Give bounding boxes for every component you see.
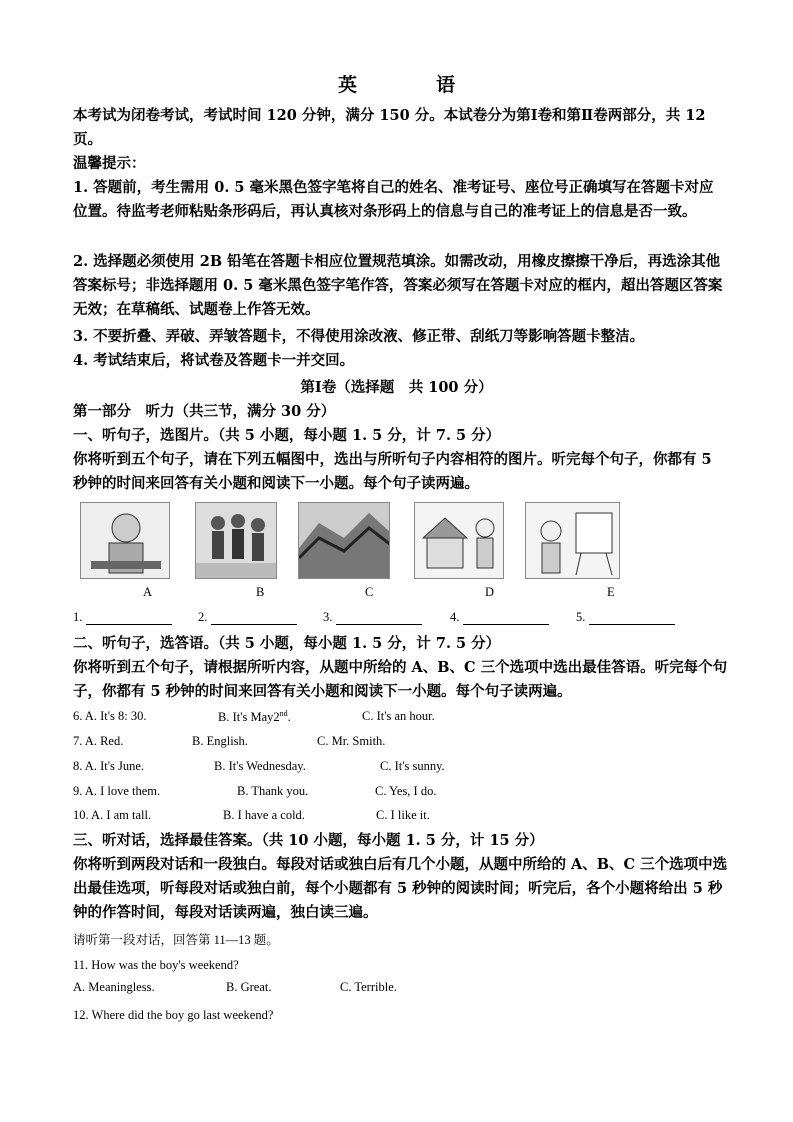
page-title: 英 语 (337, 74, 485, 96)
boy-painting-image (526, 503, 620, 579)
q9-option-c[interactable]: C. Yes, I do. (375, 784, 437, 798)
section1-desc: 你将听到五个句子，请在下列五幅图中，选出与所听句子内容相符的图片。听完每个句子，你都有 5 秒钟的时间来回答有关小题和阅读下一小题。每个句子读两遍。 (73, 451, 712, 492)
intro-text: 本考试为闭卷考试，考试时间 120 分钟，满分 150 分。本试卷分为第Ⅰ卷和第Ⅱ卷两部分，共 12 页。 (73, 107, 706, 148)
tip-1: 1. 答题前，考生需用 0. 5 毫米黑色签字笔将自己的姓名、准考证号、座位号正确填写在答题卡对应位置。待监考老师粘贴条形码后，再认真核对条形码上的信息与自己的准考证上的信息是否一致。 (73, 179, 714, 220)
q9-option-b[interactable]: B. Thank you. (237, 784, 309, 798)
q10-option-b[interactable]: B. I have a cold. (223, 808, 305, 822)
q7-option-a[interactable]: 7. A. Red. (73, 734, 124, 748)
q11-option-b[interactable]: B. Great. (226, 980, 272, 994)
section3-instruction: 请听第一段对话，回答第 11—13 题。 (73, 933, 279, 947)
section2-title: 二、听句子，选答语。（共 5 小题，每小题 1. 5 分，计 7. 5 分） (73, 635, 501, 652)
q10-option-c[interactable]: C. I like it. (376, 808, 430, 822)
tip-4: 4. 考试结束后，将试卷及答题卡一并交回。 (73, 352, 355, 369)
answer-blank-5[interactable]: 5. (576, 610, 675, 625)
q10-option-a[interactable]: 10. A. I am tall. (73, 808, 152, 822)
q6-option-c[interactable]: C. It's an hour. (362, 709, 435, 723)
tips-heading: 温馨提示： (73, 155, 146, 172)
q12-question: 12. Where did the boy go last weekend? (73, 1008, 274, 1022)
answer-blank-4[interactable]: 4. (450, 610, 549, 625)
section3-desc: 你将听到两段对话和一段独白。每段对话或独白后有几个小题，从题中所给的 A、B、C 三个选项中选出最佳选项，听每段对话或独白前，每个小题都有 5 秒钟的阅读时间；听完后，各个小题将给出 5 秒钟的作答时间，每段对话读两遍，独白读三遍。 (73, 856, 728, 921)
q6-option-b[interactable]: B. It's May2nd. (218, 709, 291, 725)
part1-title: 第一部分 听力（共三节，满分 30 分） (73, 403, 336, 420)
house-and-boy-image (415, 503, 504, 579)
section1-title: 一、听句子，选图片。（共 5 小题，每小题 1. 5 分，计 7. 5 分） (73, 427, 501, 444)
answer-blank-3[interactable]: 3. (323, 610, 422, 625)
q9-option-a[interactable]: 9. A. I love them. (73, 784, 161, 798)
q8-option-c[interactable]: C. It's sunny. (380, 759, 445, 773)
q11-question: 11. How was the boy's weekend? (73, 958, 239, 972)
section2-desc: 你将听到五个句子，请根据所听内容，从题中所给的 A、B、C 三个选项中选出最佳答语。听完每个句子，你都有 5 秒钟的时间来回答有关小题和阅读下一小题。每个句子读两遍。 (73, 659, 728, 700)
great-wall-image (299, 503, 390, 579)
section3-title: 三、听对话，选择最佳答案。（共 10 小题，每小题 1. 5 分，计 15 分） (73, 832, 544, 849)
q7-option-b[interactable]: B. English. (192, 734, 248, 748)
picture-label-b: B (256, 585, 265, 599)
tip-2: 2. 选择题必须使用 2B 铅笔在答题卡相应位置规范填涂。如需改动，用橡皮擦擦干净后，再选涂其他答案标号；非选择题用 0. 5 毫米黑色签字笔作答，答案必须写在答题卡对应的框内，超出答题区答案无效；在草稿纸、试题卷上作答无效。 (73, 253, 723, 318)
picture-a (80, 502, 170, 579)
picture-label-a: A (143, 585, 153, 599)
answer-blank-2[interactable]: 2. (198, 610, 297, 625)
picture-label-d: D (485, 585, 495, 599)
answer-blank-1[interactable]: 1. (73, 610, 172, 625)
q7-option-c[interactable]: C. Mr. Smith. (317, 734, 386, 748)
picture-e (525, 502, 620, 579)
q8-option-b[interactable]: B. It's Wednesday. (214, 759, 306, 773)
picture-label-c: C (365, 585, 374, 599)
q11-option-c[interactable]: C. Terrible. (340, 980, 397, 994)
picture-d (414, 502, 504, 579)
q8-option-a[interactable]: 8. A. It's June. (73, 759, 145, 773)
q11-option-a[interactable]: A. Meaningless. (73, 980, 155, 994)
volume-title: 第Ⅰ卷（选择题 共 100 分） (300, 379, 493, 396)
picture-b (195, 502, 277, 579)
q6-option-a[interactable]: 6. A. It's 8: 30. (73, 709, 147, 723)
picture-label-e: E (607, 585, 615, 599)
tip-3: 3. 不要折叠、弄破、弄皱答题卡，不得使用涂改液、修正带、刮纸刀等影响答题卡整洁。 (73, 328, 645, 345)
girl-reading-image (81, 503, 170, 579)
people-running-image (196, 503, 277, 579)
picture-c (298, 502, 390, 579)
